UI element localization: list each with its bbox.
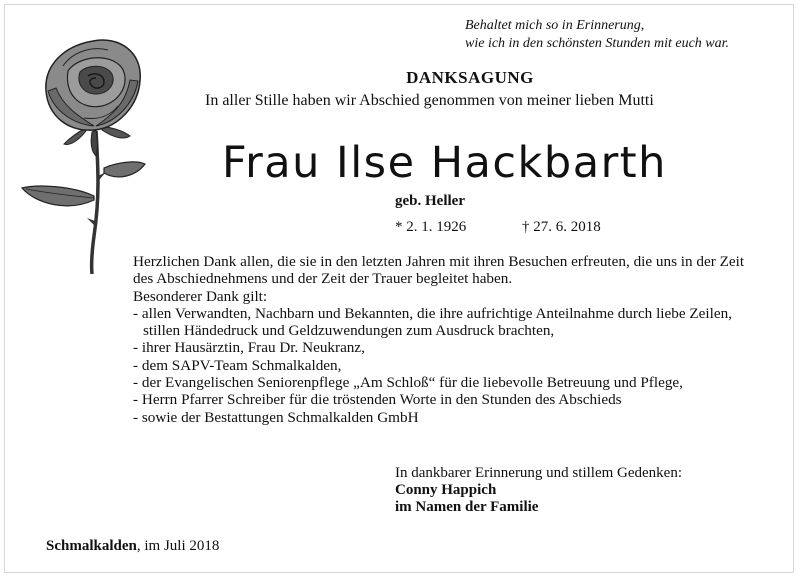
birth-date: * 2. 1. 1926 [395, 219, 467, 235]
signer-role: im Namen der Familie [395, 499, 539, 515]
date-text: , im Juli 2018 [136, 538, 220, 554]
special-thanks-intro: Besonderer Dank gilt: [133, 287, 268, 305]
maiden-name: geb. Heller [395, 193, 465, 209]
list-item: - dem SAPV-Team Schmalkalden, [133, 356, 342, 374]
intro-text: In aller Stille haben wir Abschied genommen von meiner lieben Mutti [205, 92, 654, 109]
place-date [46, 538, 219, 555]
life-dates [395, 219, 601, 236]
list-item: - ihrer Hausärztin, Frau Dr. Neukranz, [133, 339, 365, 357]
closing-line: In dankbarer Erinnerung und stillem Gedenken: [395, 465, 682, 481]
list-item: - allen Verwandten, Nachbarn und Bekannten, die ihre aufrichtige Anteilnahme durch liebe Zeilen, stillen Händedruck und Geldzuwendungen zum Ausdruck brachten, [133, 304, 732, 340]
death-date: † 27. 6. 2018 [522, 219, 601, 235]
place-name: Schmalkalden [46, 538, 137, 554]
signer-name: Conny Happich [395, 482, 497, 498]
deceased-name: Frau Ilse Hackbarth [222, 138, 667, 188]
thanks-paragraph: Herzlichen Dank allen, die sie in den letzten Jahren mit ihren Besuchen erfreuten, die uns in der Zeit des Abschiednehmens und der Zeit der Trauer begleitet haben. [133, 253, 745, 288]
thanks-text [133, 253, 763, 426]
motto-line-2: wie ich in den schönsten Stunden mit euch war. [465, 36, 730, 51]
page-title: DANKSAGUNG [406, 68, 534, 87]
list-item: - sowie der Bestattungen Schmalkalden GmbH [133, 408, 419, 426]
closing-block [395, 465, 785, 516]
motto [465, 17, 785, 53]
list-item: - Herrn Pfarrer Schreiber für die tröstenden Worte in den Stunden des Abschieds [133, 391, 622, 409]
thanks-list [133, 305, 763, 426]
list-item: - der Evangelischen Seniorenpflege „Am Schloß“ für die liebevolle Betreuung und Pflege, [133, 374, 683, 392]
motto-line-1: Behaltet mich so in Erinnerung, [465, 18, 645, 33]
